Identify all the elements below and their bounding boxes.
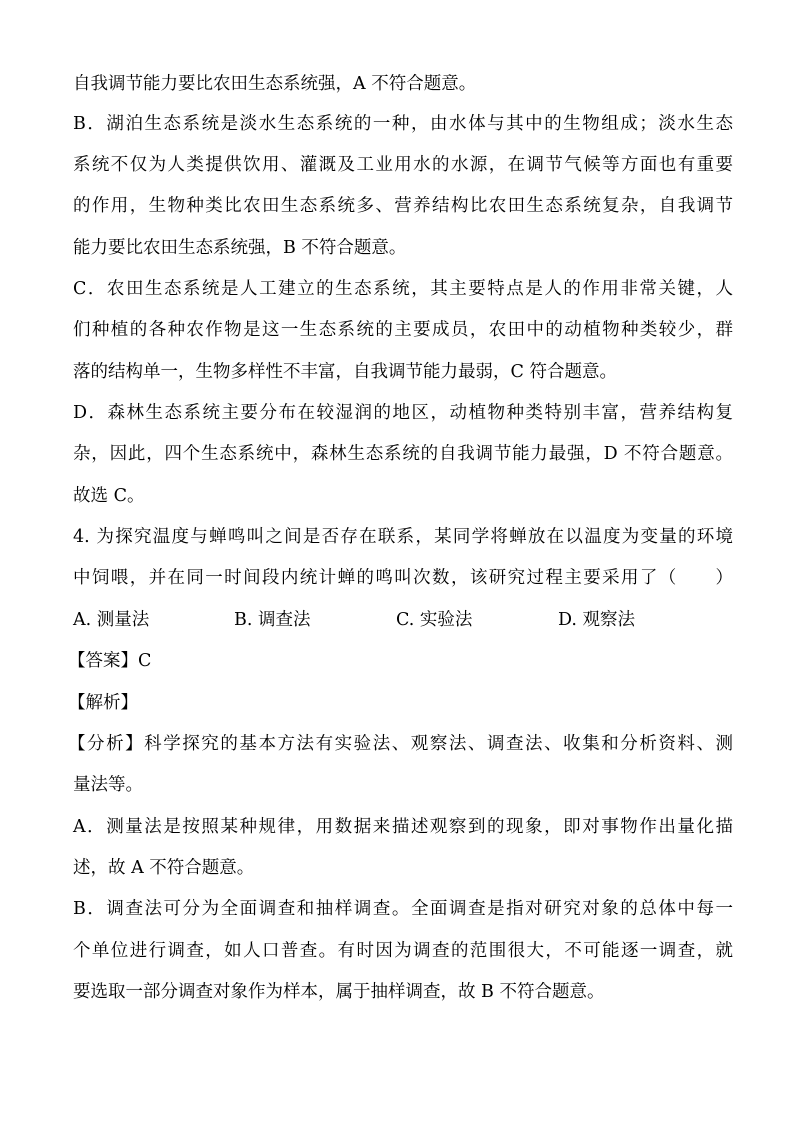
option-d-explanation-line: D．森林生态系统主要分布在较湿润的地区，动植物种类特别丰富，营养结构复 — [73, 403, 733, 423]
text-line: 们种植的各种农作物是这一生态系统的主要成员，农田中的动植物种类较少，群 — [73, 320, 733, 340]
choice-conclusion: 故选 C。 — [73, 486, 145, 506]
text-line: 能力要比农田生态系统强，B 不符合题意。 — [73, 238, 407, 258]
option-b-survey-explanation-line: B．调查法可分为全面调查和抽样调查。全面调查是指对研究对象的总体中每一 — [73, 899, 733, 919]
option-c-explanation-line: C．农田生态系统是人工建立的生态系统，其主要特点是人的作用非常关键，人 — [73, 279, 733, 299]
option-d: D. 观察法 — [558, 610, 636, 630]
text-line: 自我调节能力要比农田生态系统强，A 不符合题意。 — [73, 74, 477, 94]
option-a-explanation-line: A．测量法是按照某种规律，用数据来描述观察到的现象，即对事物作出量化描 — [73, 817, 733, 837]
question-4-stem-continued: 中饲喂，并在同一时间段内统计蝉的鸣叫次数，该研究过程主要采用了（ ） — [73, 568, 733, 588]
option-c: C. 实验法 — [396, 610, 473, 630]
answer-label: 【答案】C — [68, 651, 152, 671]
option-b-explanation-line: B．湖泊生态系统是淡水生态系统的一种，由水体与其中的生物组成；淡水生态 — [73, 114, 733, 134]
text-line: 要选取一部分调查对象作为样本，属于抽样调查，故 B 不符合题意。 — [73, 982, 605, 1002]
analysis-intro-line: 【分析】科学探究的基本方法有实验法、观察法、调查法、收集和分析资料、测 — [68, 734, 733, 754]
question-4-stem: 4. 为探究温度与蝉鸣叫之间是否存在联系，某同学将蝉放在以温度为变量的环境 — [73, 527, 733, 547]
text-line: 系统不仅为人类提供饮用、灌溉及工业用水的水源，在调节气候等方面也有重要 — [73, 155, 733, 175]
analysis-heading: 【解析】 — [68, 693, 138, 713]
option-b: B. 调查法 — [234, 610, 311, 630]
text-line: 杂，因此，四个生态系统中，森林生态系统的自我调节能力最强，D 不符合题意。 — [73, 444, 733, 464]
text-line: 落的结构单一，生物多样性不丰富，自我调节能力最弱，C 符合题意。 — [73, 362, 617, 382]
text-line: 量法等。 — [73, 775, 143, 795]
text-line: 的作用，生物种类比农田生态系统多、营养结构比农田生态系统复杂，自我调节 — [73, 196, 733, 216]
option-a: A. 测量法 — [73, 610, 150, 630]
text-line: 个单位进行调查，如人口普查。有时因为调查的范围很大，不可能逐一调查，就 — [73, 941, 733, 961]
text-line: 述，故 A 不符合题意。 — [73, 858, 255, 878]
